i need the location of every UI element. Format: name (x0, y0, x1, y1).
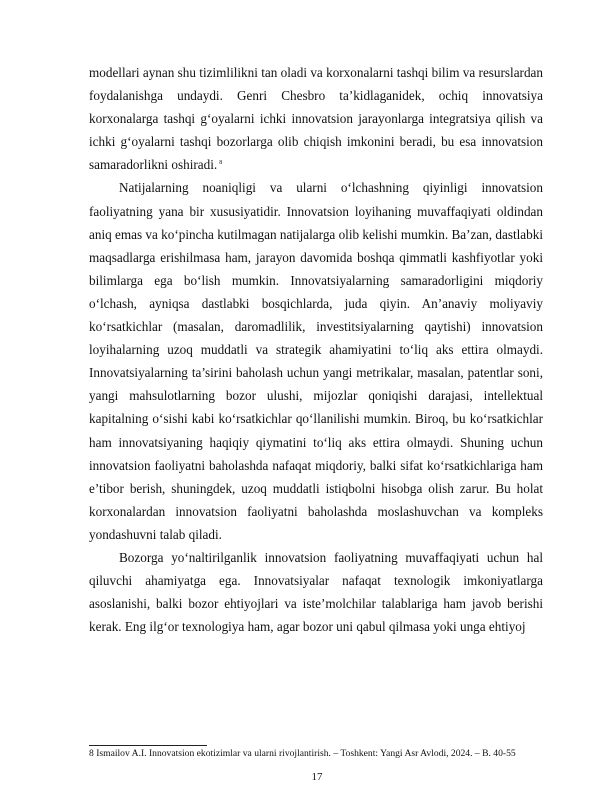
footnote: 8 Ismailov A.I. Innovatsion ekotizimlar va ularni rivojlantirish. – Toshkent: Yangi Asr Avlodi, 2024. – B. 40-55 (89, 748, 516, 759)
footnote-divider (89, 745, 207, 746)
page-number: 17 (311, 771, 323, 783)
footnote-reference[interactable]: 8 (219, 159, 223, 166)
paragraph-market-orientation: Bozorga yo‘naltirilganlik innovatsion faoliyatning muvaffaqiyati uchun hal qiluvchi ahamiyatga ega. Innovatsiyalar nafaqat texnologik imkoniyatlarga asoslanishi, balki bozor ehtiyojlari va iste’molchilar talablariga ham javob berishi kerak. Eng ilg‘or texnologiya ham, agar bozor uni qabul qilmasa yoki unga ehtiyoj (89, 549, 543, 635)
body-text (89, 61, 543, 638)
paragraph-text: modellari aynan shu tizimlilikni tan oladi va korxonalarni tashqi bilim va resurslardan foydalanishga undaydi. Genri Chesbro ta’kidlaganidek, ochiq innovatsiya korxonalarga tashqi g‘oyalarni ichki innovatsion jarayonlarga integratsiya qilish va ichki g‘oyalarni tashqi bozorlarga olib chiqish imkonini beradi, bu esa innovatsion samaradorlikni oshiradi. (89, 65, 543, 173)
paragraph-uncertainty: Natijalarning noaniqligi va ularni o‘lchashning qiyinligi innovatsion faoliyatning yana bir xususiyatidir. Innovatsion loyihaning muvaffaqiyati oldindan aniq emas va ko‘pincha kutilmagan natijalarga olib kelishi mumkin. Ba’zan, dastlabki maqsadlarga erishilmasa ham, jarayon davomida boshqa qimmatli kashfiyotlar yoki bilimlarga ega bo‘lish mumkin. Innovatsiyalarning samaradorligini miqdoriy o‘lchash, ayniqsa dastlabki bosqichlarda, juda qiyin. An’anaviy moliyaviy ko‘rsatkichlar (masalan, daromadlilik, investitsiyalarning qaytishi) innovatsion loyihalarning uzoq muddatli va strategik ahamiyatini to‘liq aks ettira olmaydi. Innovatsiyalarning ta’sirini baholash uchun yangi metrikalar, masalan, patentlar soni, yangi mahsulotlarning bozor ulushi, mijozlar qoniqishi darajasi, intellektual kapitalning o‘sishi kabi ko‘rsatkichlar qo‘llanilishi mumkin. Biroq, bu ko‘rsatkichlar ham innovatsiyaning haqiqiy qiymatini to‘liq aks ettira olmaydi. Shuning uchun innovatsion faoliyatni baholashda nafaqat miqdoriy, balki sifat ko‘rsatkichlariga ham e’tibor berish, shuningdek, uzoq muddatli istiqbolni hisobga olish zarur. Bu holat korxonalardan innovatsion faoliyatni baholashda moslashuvchan va kompleks yondashuvni talab qiladi. (89, 180, 543, 542)
paragraph-continuation (89, 61, 543, 176)
